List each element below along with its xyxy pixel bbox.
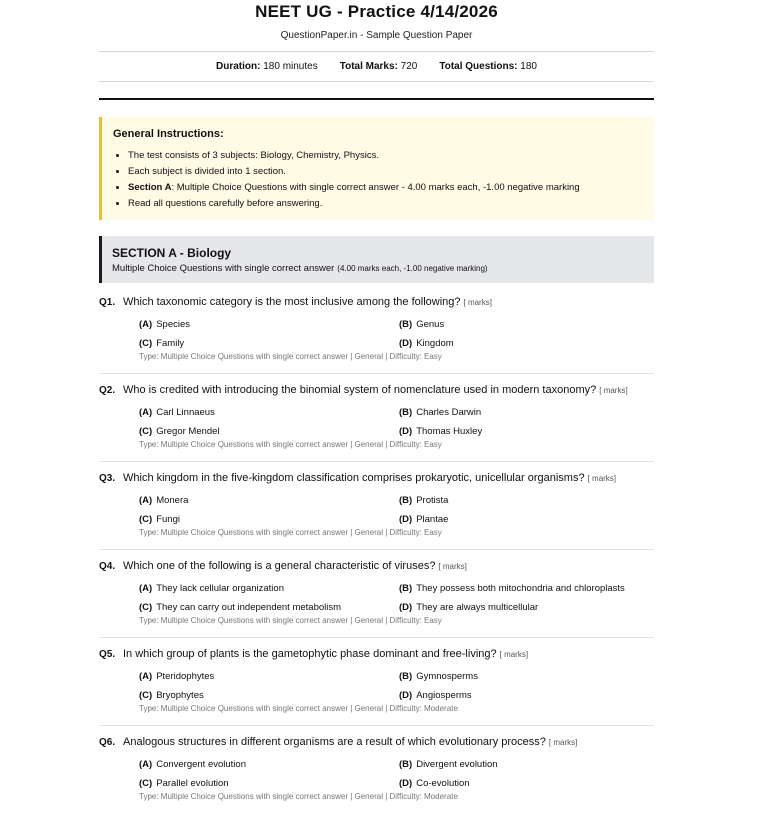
option-item[interactable] [139, 689, 204, 702]
question-block [99, 295, 659, 363]
section-header [99, 236, 654, 283]
option-item[interactable] [399, 425, 482, 438]
option-item[interactable] [139, 601, 341, 614]
question-number: Q3. [99, 473, 116, 484]
question-text: Which one of the following is a general characteristic of viruses? [123, 560, 436, 572]
question-meta: Type: Multiple Choice Questions with single correct answer | General | Difficulty: Easy [139, 352, 442, 361]
option-label: (B) [399, 583, 413, 594]
option-label: (B) [399, 407, 413, 418]
question-marks: [ marks] [499, 650, 529, 659]
questions-info [439, 61, 537, 72]
option-item[interactable] [399, 513, 448, 526]
option-item[interactable] [399, 689, 472, 702]
option-label: (C) [139, 514, 153, 525]
option-label: (A) [139, 671, 153, 682]
option-item[interactable] [139, 777, 229, 790]
option-text: Protista [416, 495, 449, 506]
option-item[interactable] [139, 318, 190, 331]
option-label: (D) [399, 602, 413, 613]
question-block [99, 471, 659, 539]
question-block [99, 647, 659, 715]
question-line [99, 735, 659, 749]
question-marks: [ marks] [548, 738, 578, 747]
question-line [99, 295, 659, 309]
option-text: Divergent evolution [416, 759, 498, 770]
question-marks: [ marks] [463, 298, 492, 307]
question-marks: [ marks] [599, 386, 628, 395]
instruction-item [128, 180, 644, 196]
options-grid [99, 578, 659, 618]
option-item[interactable] [139, 513, 180, 526]
question-line [99, 559, 659, 573]
option-label: (A) [139, 407, 153, 418]
option-text: Kingdom [416, 338, 454, 349]
option-item[interactable] [139, 758, 246, 771]
option-text: Gregor Mendel [156, 426, 220, 437]
question-text: Analogous structures in different organisms are a result of which evolutionary process? [123, 736, 546, 748]
question-number: Q5. [99, 649, 116, 660]
question-paper [99, 0, 654, 283]
options-grid [99, 666, 659, 706]
instruction-item: • Read all questions carefully before answering. [128, 196, 644, 212]
question-line [99, 647, 659, 661]
question-number: Q1. [99, 297, 116, 308]
option-label: (A) [139, 759, 153, 770]
duration-value: 180 minutes [263, 61, 318, 72]
option-item[interactable] [139, 425, 220, 438]
instruction-bold: Section A [128, 182, 172, 193]
question-block [99, 735, 659, 803]
option-text: They are always multicellular [416, 602, 539, 613]
option-item[interactable] [139, 406, 215, 419]
option-item[interactable] [399, 337, 454, 350]
option-item[interactable] [399, 406, 481, 419]
option-text: Pteridophytes [156, 671, 215, 682]
paper-meta [99, 51, 654, 82]
instruction-text: : Multiple Choice Questions with single correct answer - 4.00 marks each, -1.00 negative marking [171, 182, 580, 193]
option-label: (B) [399, 759, 413, 770]
question-number: Q4. [99, 561, 116, 572]
option-item[interactable] [399, 670, 478, 683]
question-marks: [ marks] [438, 562, 467, 571]
option-item[interactable] [399, 601, 538, 614]
option-text: Gymnosperms [416, 671, 478, 682]
options-grid [99, 754, 659, 794]
instruction-item: • The test consists of 3 subjects: Biology, Chemistry, Physics. [128, 148, 644, 164]
option-label: (D) [399, 514, 413, 525]
option-text: Monera [156, 495, 189, 506]
question-text: In which group of plants is the gametophytic phase dominant and free-living? [123, 648, 497, 660]
question-text: Which kingdom in the five-kingdom classification comprises prokaryotic, unicellular organisms? [123, 472, 585, 484]
question-line [99, 471, 659, 485]
question-divider [99, 725, 654, 726]
marks-value: 720 [400, 61, 418, 72]
option-text: Charles Darwin [416, 407, 482, 418]
option-text: Parallel evolution [156, 778, 229, 789]
option-label: (B) [399, 319, 413, 330]
option-label: (D) [399, 338, 413, 349]
option-text: Co-evolution [416, 778, 470, 789]
question-text: Which taxonomic category is the most inclusive among the following? [123, 296, 461, 308]
option-item[interactable] [399, 318, 444, 331]
options-grid [99, 490, 659, 530]
option-item[interactable] [399, 582, 625, 595]
option-label: (D) [399, 426, 413, 437]
questions-label: Total Questions: [439, 61, 518, 72]
option-item[interactable] [399, 494, 448, 507]
option-text: They possess both mitochondria and chloroplasts [416, 583, 625, 594]
option-label: (A) [139, 495, 153, 506]
option-text: Plantae [416, 514, 449, 525]
option-label: (D) [399, 690, 413, 701]
option-text: Carl Linnaeus [156, 407, 215, 418]
option-text: Convergent evolution [156, 759, 246, 770]
option-text: Genus [416, 319, 445, 330]
instructions-list [113, 148, 644, 212]
option-label: (C) [139, 690, 153, 701]
question-number: Q6. [99, 737, 116, 748]
question-text: Who is credited with introducing the binomial system of nomenclature used in modern taxonomy? [123, 384, 597, 396]
option-label: (B) [399, 671, 413, 682]
paper-title: NEET UG - Practice 4/14/2026 [255, 2, 498, 21]
options-grid [99, 314, 659, 354]
duration-label: Duration: [216, 61, 261, 72]
option-label: (B) [399, 495, 413, 506]
paper-subtitle: QuestionPaper.in - Sample Question Paper [280, 30, 473, 41]
options-grid [99, 402, 659, 442]
general-instructions [99, 117, 654, 220]
question-line [99, 383, 659, 397]
question-meta: Type: Multiple Choice Questions with single correct answer | General | Difficulty: Easy [139, 440, 442, 449]
option-item[interactable] [139, 670, 214, 683]
option-text: Fungi [156, 514, 180, 525]
question-meta: Type: Multiple Choice Questions with single correct answer | General | Difficulty: Easy [139, 528, 442, 537]
option-text: They lack cellular organization [156, 583, 284, 594]
question-divider [99, 373, 654, 374]
option-label: (D) [399, 778, 413, 789]
option-text: Bryophytes [156, 690, 204, 701]
header-divider [99, 98, 654, 100]
option-label: (C) [139, 778, 153, 789]
option-text: They can carry out independent metabolism [156, 602, 342, 613]
section-description-text: Multiple Choice Questions with single correct answer [112, 263, 335, 274]
option-item[interactable] [139, 494, 188, 507]
question-meta: Type: Multiple Choice Questions with single correct answer | General | Difficulty: Moderate [139, 792, 458, 801]
question-meta: Type: Multiple Choice Questions with single correct answer | General | Difficulty: Moderate [139, 704, 458, 713]
option-text: Family [156, 338, 185, 349]
option-item[interactable] [139, 582, 284, 595]
option-text: Angiosperms [416, 690, 472, 701]
option-label: (C) [139, 602, 153, 613]
option-label: (C) [139, 338, 153, 349]
option-text: Thomas Huxley [416, 426, 483, 437]
question-number: Q2. [99, 385, 116, 396]
questions-value: 180 [520, 61, 537, 72]
question-divider [99, 461, 654, 462]
question-divider [99, 637, 654, 638]
section-title: SECTION A - Biology [112, 246, 232, 260]
question-meta: Type: Multiple Choice Questions with single correct answer | General | Difficulty: Easy [139, 616, 442, 625]
question-divider [99, 549, 654, 550]
question-block [99, 559, 659, 627]
instructions-heading: General Instructions: [113, 128, 224, 140]
question-block [99, 383, 659, 451]
marks-label: Total Marks: [339, 61, 398, 72]
section-marks-note: (4.00 marks each, -1.00 negative marking) [337, 264, 488, 273]
option-text: Species [156, 319, 191, 330]
duration-info [216, 61, 318, 72]
option-label: (A) [139, 583, 153, 594]
option-item[interactable] [139, 337, 184, 350]
question-marks: [ marks] [587, 474, 617, 483]
marks-info [340, 61, 418, 72]
option-item[interactable] [399, 758, 498, 771]
option-label: (C) [139, 426, 153, 437]
section-description [112, 263, 644, 274]
instruction-item: • Each subject is divided into 1 section. [128, 164, 644, 180]
option-item[interactable] [399, 777, 470, 790]
option-label: (A) [139, 319, 153, 330]
